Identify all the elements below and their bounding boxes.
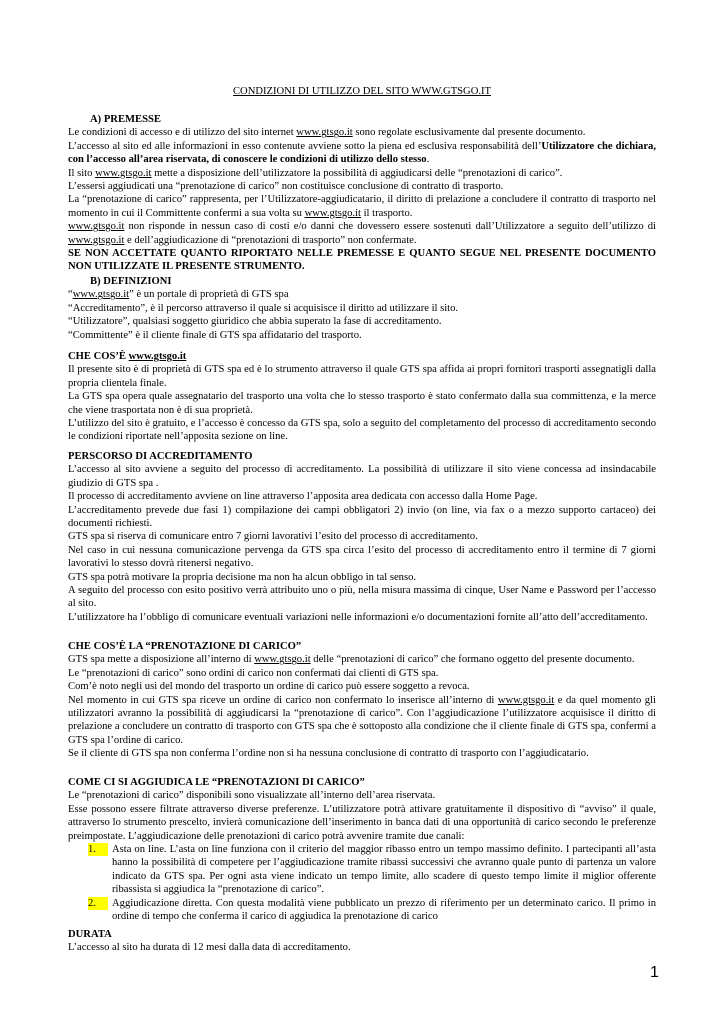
section-definizioni (68, 275, 656, 342)
che-cose-paragraph: La GTS spa opera quale assegnatario del trasporto una volta che lo stesso trasporto è stato confermato dalla sua committenza, e la merce che viene trasportata non è di sua proprietà. (68, 391, 656, 416)
prenotazione-paragraph: Le “prenotazioni di carico” sono ordini di carico non confermati dai clienti di GTS spa. (68, 667, 439, 679)
percorso-paragraph: L’accesso al sito avviene a seguito del processo di accreditamento. La possibilità di utilizzare il sito viene concessa ad insindacabile giudizio di GTS spa . (68, 464, 656, 489)
prenotazione-heading: CHE COS’È LA “PRENOTAZIONE DI CARICO” (68, 641, 302, 652)
premesse-paragraph: Il sito www.gtsgo.it mette a disposizione dell’utilizzatore la possibilità di aggiudicarsi delle “prenotazioni di carico”. (68, 167, 563, 179)
section-durata (68, 928, 656, 955)
percorso-paragraph: A seguito del processo con esito positivo verrà attribuito uno o più, nella misura massima di cinque, User Name e Password per l’accesso al sito. (68, 585, 656, 610)
premesse-warning: SE NON ACCETTATE QUANTO RIPORTATO NELLE PREMESSE E QUANTO SEGUE NEL PRESENTE DOCUMENTO NON UTILIZZATE IL PRESENTE STRUMENTO. (68, 248, 656, 273)
site-link[interactable]: www.gtsgo.it (68, 221, 125, 233)
section-che-cose (68, 350, 656, 444)
list-item: 1. Asta on line. L’asta on line funziona con il criterio del maggior ribasso entro un tempo massimo definito. I partecipanti all’asta hanno la possibilità di competere per l’aggiudicazione tramite ribassi successivi che avranno quale punto di partenza un valore indicato da GTS spa. Per ogni asta viene indicato un tempo limite, allo scadere di questo tempo limite il miglior offerente ribassista si aggiudica la “prenotazione di carico”. (88, 844, 656, 896)
percorso-heading: PERSCORSO DI ACCREDITAMENTO (68, 451, 253, 462)
definizioni-heading: B) DEFINIZIONI (90, 276, 172, 287)
premesse-paragraph: Le condizioni di accesso e di utilizzo del sito internet www.gtsgo.it sono regolate esclusivamente dal presente documento. (68, 127, 586, 139)
premesse-paragraph: L’essersi aggiudicati una “prenotazione di carico” non costituisce conclusione di contratto di trasporto. (68, 181, 504, 193)
definition-item: “Committente” è il cliente finale di GTS spa affidatario del trasporto. (68, 329, 362, 341)
list-item: 2. Aggiudicazione diretta. Con questa modalità viene pubblicato un prezzo di riferimento per un determinato carico. Il primo in ordine di tempo che conferma il carico di aggiudica la prenotazione di carico (88, 897, 656, 923)
site-link[interactable]: www.gtsgo.it (304, 207, 361, 219)
che-cose-heading: CHE COS’È www.gtsgo.it (68, 351, 187, 362)
section-premesse (68, 113, 656, 274)
document-title: CONDIZIONI DI UTILIZZO DEL SITO WWW.GTSGO.IT (232, 86, 492, 97)
prenotazione-paragraph: Nel momento in cui GTS spa riceve un ordine di carico non confermato lo inserisce all’interno di www.gtsgo.it e da quel momento gli utilizzatori avranno la possibilità di aggiudicarsi la “prenotazione di carico”. Con l’aggiudicazione l’utilizzatore acquisisce il diritto di prelazione a concludere un contratto di trasporto con GTS spa che è sottoposto alla condizione che il cliente finale di GTS spa, confermi a GTS spa l’ordine di carico. (68, 694, 656, 746)
durata-heading: DURATA (68, 929, 112, 940)
percorso-paragraph: Nel caso in cui nessuna comunicazione pervenga da GTS spa circa l’esito del processo di accreditamento entro il termine di 7 giorni lavorativi lo stesso dovrà ritenersi negativo. (68, 544, 656, 570)
site-link[interactable]: www.gtsgo.it (68, 234, 125, 246)
list-number: 2. (88, 897, 108, 910)
premesse-heading: A) PREMESSE (90, 114, 161, 125)
percorso-paragraph: GTS spa si riserva di comunicare entro 7 giorni lavorativi l’esito del processo di accreditamento. (68, 531, 478, 543)
aggiudica-list (68, 843, 656, 923)
percorso-paragraph: L’accreditamento prevede due fasi 1) compilazione dei campi obbligatori 2) invio (on line, via fax o a mezzo supporto cartaceo) dei documenti richiesti. (68, 504, 656, 530)
che-cose-paragraph: Il presente sito è di proprietà di GTS spa ed è lo strumento attraverso il quale GTS spa affida ai propri fornitori trasporti assegnatigli dalla propria clientela finale. (68, 364, 656, 389)
che-cose-paragraph: L’utilizzo del sito è gratuito, e l’accesso è concesso da GTS spa, solo a seguito del completamento del processo di accreditamento secondo le condizioni riportate nell’apposita sezione on line. (68, 418, 656, 443)
site-link[interactable]: www.gtsgo.it (497, 694, 555, 706)
section-aggiudica (68, 776, 656, 923)
premesse-paragraph: La “prenotazione di carico” rappresenta, per l’Utilizzatore-aggiudicatario, il diritto di prelazione a concludere il contratto di trasporto nel momento in cui il Committente confermi a sua volta su www.gtsgo.it il trasporto. (68, 194, 656, 219)
page-number: 1 (650, 964, 659, 981)
percorso-paragraph: Il processo di accreditamento avviene on line attraverso l’apposita area dedicata con accesso dalla Home Page. (68, 491, 538, 503)
site-link[interactable]: www.gtsgo.it (95, 167, 152, 179)
prenotazione-paragraph: Se il cliente di GTS spa non conferma l’ordine non si ha nessuna conclusione di contratto di trasporto con l’aggiudicatario. (68, 748, 589, 760)
site-link[interactable]: www.gtsgo.it (254, 654, 311, 666)
definition-item: “Utilizzatore”, qualsiasi soggetto giuridico che abbia superato la fase di accreditamento. (68, 316, 442, 328)
site-link[interactable]: www.gtsgo.it (128, 351, 187, 362)
site-link[interactable]: www.gtsgo.it (72, 289, 130, 301)
aggiudica-paragraph: Esse possono essere filtrate attraverso diverse preferenze. L’utilizzatore potrà attivare gratuitamente il dispositivo di “avviso” il quale, attraverso lo strumento prescelto, invierà comunicazione dell’inserimento in banca dati di una opportunità di carico secondo le preferenze preimpostate. L’aggiudicazione delle prenotazioni di carico potrà avvenire tramite due canali: (68, 803, 656, 842)
section-prenotazione (68, 640, 656, 761)
aggiudica-paragraph: Le “prenotazioni di carico” disponibili sono visualizzate all’interno dell’area riservata. (68, 790, 436, 802)
durata-paragraph: L’accesso al sito ha durata di 12 mesi dalla data di accreditamento. (68, 942, 351, 954)
aggiudica-heading: COME CI SI AGGIUDICA LE “PRENOTAZIONI DI CARICO” (68, 777, 365, 788)
percorso-paragraph: GTS spa potrà motivare la propria decisione ma non ha alcun obbligo in tal senso. (68, 571, 417, 583)
list-number: 1. (88, 843, 108, 856)
percorso-paragraph: L’utilizzatore ha l’obbligo di comunicare eventuali variazioni nelle informazioni e/o documentazioni fornite all’atto dell’accreditamento. (68, 611, 648, 623)
prenotazione-paragraph: Com’è noto negli usi del mondo del trasporto un ordine di carico può essere soggetto a revoca. (68, 681, 470, 693)
definition-item: “Accreditamento”, è il percorso attraverso il quale si acquisisce il diritto ad utilizzare il sito. (68, 302, 459, 314)
premesse-paragraph: L’accesso al sito ed alle informazioni in esso contenute avviene sotto la piena ed esclusiva responsabilità dell’Utilizzatore che dichiara, con l’accesso all’area riservata, di conoscere le condizioni di utilizzo dello stesso. (68, 140, 657, 166)
section-percorso (68, 450, 656, 624)
definition-item: “www.gtsgo.it” è un portale di proprietà di GTS spa (68, 289, 289, 301)
prenotazione-paragraph: GTS spa mette a disposizione all’interno di www.gtsgo.it delle “prenotazioni di carico” che formano oggetto del presente documento. (68, 654, 635, 666)
premesse-paragraph: www.gtsgo.it non risponde in nessun caso di costi e/o danni che dovessero essere sostenuti dall’Utilizzatore a seguito dell’utilizzo di www.gtsgo.it e dell’aggiudicazione di “prenotazioni di trasporto” non confermate. (68, 221, 656, 246)
site-link[interactable]: www.gtsgo.it (296, 127, 353, 139)
